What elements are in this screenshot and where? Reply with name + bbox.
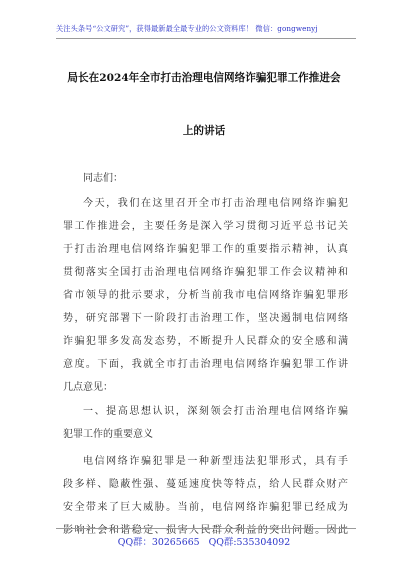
body-line: 安全带来了巨大威胁。当前，电信网络诈骗犯罪已经成为 — [63, 502, 348, 513]
body-line: 意度。下面，我就全市打击治理电信网络诈骗犯罪工作讲 — [63, 359, 348, 370]
footer-qq-group-1: QQ群：30265665 — [117, 537, 200, 548]
footer-qq-group-2: QQ群:535304092 — [208, 537, 291, 548]
body-line: 几点意见： — [63, 382, 113, 393]
body-line: 于打击治理电信网络诈骗犯罪工作的重要指示精神，认真 — [63, 244, 348, 255]
body-line: 同志们： — [83, 173, 123, 184]
body-line: 电信网络诈骗犯罪是一种新型违法犯罪形式，具有手 — [83, 456, 348, 467]
body-line: 犯罪工作的重要意义 — [63, 429, 153, 440]
body-line: 省市领导的批示要求，分析当前我市电信网络诈骗犯罪形 — [63, 290, 348, 301]
body-line: 诈骗犯罪多发高发态势，不断提升人民群众的安全感和满 — [63, 336, 348, 347]
header-divider — [56, 38, 356, 39]
body-line: 今天，我们在这里召开全市打击治理电信网络诈骗犯 — [83, 198, 348, 209]
header-banner: 关注头条号“公文研究”，获得最新最全最专业的公文资料库！ 微信：gongwenyj — [56, 24, 318, 33]
footer-contacts — [0, 534, 408, 548]
body-line: 一、提高思想认识，深刻领会打击治理电信网络诈骗 — [83, 406, 348, 417]
body-line: 罪工作推进会，主要任务是深入学习贯彻习近平总书记关 — [63, 221, 348, 232]
body-line: 影响社会和谐稳定、损害人民群众利益的突出问题。因此 — [63, 525, 348, 536]
footer-divider — [56, 528, 356, 529]
document-title-line-2: 上的讲话 — [182, 125, 226, 137]
body-line: 贯彻落实全国打击治理电信网络诈骗犯罪工作会议精神和 — [63, 267, 348, 278]
body-line: 段多样、隐蔽性强、蔓延速度快等特点，给人民群众财产 — [63, 479, 348, 490]
body-line: 势，研究部署下一阶段打击治理工作，坚决遏制电信网络 — [63, 313, 348, 324]
document-title-line-1: 局长在2024年全市打击治理电信网络诈骗犯罪工作推进会 — [67, 72, 341, 84]
